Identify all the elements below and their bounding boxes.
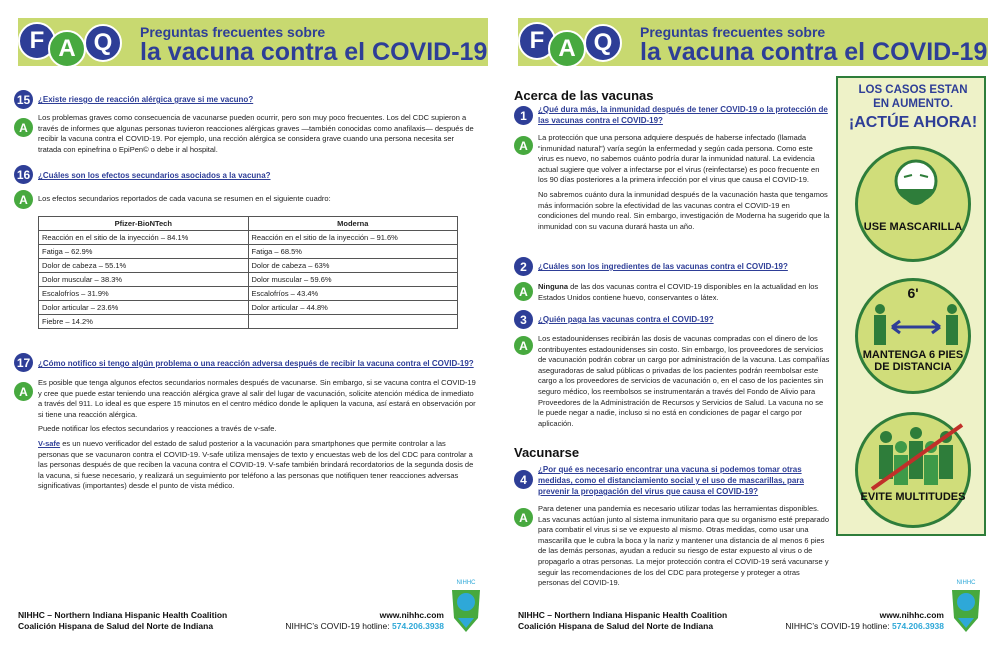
sidebar-heading-line3: ¡ACTÚE AHORA! bbox=[848, 114, 978, 131]
table-cell: Reacción en el sitio de la inyección – 91.6% bbox=[248, 231, 458, 245]
question-3[interactable]: ¿Quién paga las vacunas contra el COVID-19? bbox=[538, 315, 714, 324]
section-heading-vaccinate: Vacunarse bbox=[514, 445, 580, 460]
answer-text: de las dos vacunas contra el COVID-19 disponibles en la actualidad en los Estados Unidos contiene huevo, conservantes o látex. bbox=[538, 282, 819, 302]
question-17[interactable]: ¿Cómo notifico si tengo algún problema o una reacción adversa después de recibir la vacuna contra el COVID-19? bbox=[38, 359, 474, 368]
table-cell: Dolor articular – 23.6% bbox=[39, 301, 249, 315]
distance-circle bbox=[855, 278, 971, 394]
hotline-number[interactable]: 574.206.3938 bbox=[892, 621, 944, 631]
vsafe-link[interactable]: V-safe bbox=[38, 438, 61, 448]
question-2[interactable]: ¿Cuáles son los ingredientes de las vacunas contra el COVID-19? bbox=[538, 262, 788, 271]
crowd-icon bbox=[866, 423, 966, 493]
footer-org-en: NIHHC – Northern Indiana Hispanic Health Coalition bbox=[18, 610, 228, 620]
section-heading-about: Acerca de las vacunas bbox=[514, 88, 654, 103]
table-row bbox=[39, 315, 458, 329]
mask-icon bbox=[886, 159, 946, 217]
question-15[interactable]: ¿Existe riesgo de reacción alérgica grave si me vacuno? bbox=[38, 95, 254, 104]
footer-org-es: Coalición Hispana de Salud del Norte de Indiana bbox=[518, 621, 714, 631]
table-row bbox=[39, 287, 458, 301]
answer-4: Para detener una pandemia es necesario utilizar todas las herramientas disponibles. Las vacunas actúan junto al sistema inmunitario para que su organismo esté preparado para combatir el virus si se ve expuesto al mismo. Otras medidas, como usar una mascarilla que le cubra la boca y la nariz y mantener una distancia de al menos 6 pies de las demás personas, ayudan a reducir su riesgo de estar expuesto al virus o de propagarlo a otras personas. La mejor protección contra el COVID-19 será vacunarse y seguir las recomendaciones de los del CDC para protegerse y proteger a otras personas del COVID-19. bbox=[538, 504, 830, 588]
answer-bubble: A bbox=[514, 508, 533, 527]
answer-3: Los estadounidenses recibirán las dosis de vacunas compradas con el dinero de los contribuyentes estadounidenses sin costo. Sin embargo, los proveedores de servicios de vacunación podrán cobrar un cargo por administración de la vacuna. Las compañías aseguradoras de salud públicas o privadas de los pacientes podrán reembolsar este cargo a los proveedores de servicios de vacunación o, en el caso de los pacientes sin seguro médico, los reembolsos se instrumentarán a través del Fondo de Alivio para Proveedores de la Administración de Recursos y Servicios de Salud. La vacuna no se le puede negar a nadie, incluso si no está en condiciones de pagar el cargo por aplicación. bbox=[538, 334, 830, 428]
table-cell: Dolor de cabeza – 55.1% bbox=[39, 259, 249, 273]
header-title: la vacuna contra el COVID-19 bbox=[640, 38, 988, 66]
answer-bubble: A bbox=[14, 382, 33, 401]
hotline-number[interactable]: 574.206.3938 bbox=[392, 621, 444, 631]
table-row bbox=[39, 301, 458, 315]
question-number: 2 bbox=[514, 257, 533, 276]
table-row bbox=[39, 245, 458, 259]
answer-paragraph: Es posible que tenga algunos efectos secundarios normales después de vacunarse. Sin embargo, si se vacuna contra el COVID-19 y cree que puede estar teniendo una reacción alérgica grave al salir del lugar de vacunación, solicite atención médica de inmediato a través del 911. Lo ideal es que espere 15 minutos en el centro médico donde le apliquen la vacuna, así estará en observación por si tiene una reacción alérgica. bbox=[38, 378, 476, 419]
question-number: 15 bbox=[14, 90, 33, 109]
faq-q-bubble: Q bbox=[84, 24, 122, 62]
footer-contact bbox=[285, 610, 444, 632]
mask-circle bbox=[855, 146, 971, 262]
table-cell bbox=[248, 315, 458, 329]
answer-1 bbox=[538, 133, 830, 236]
footer-hotline bbox=[285, 621, 444, 632]
answer-15: Los problemas graves como consecuencia de vacunarse pueden ocurrir, pero son muy poco frecuentes. Los del CDC supieron a través de informes que algunas personas tuvieron reacciones alérgicas graves —también conocidas como anafilaxis— después de recibir la vacuna contra el COVID-19. Por ejemplo, una rección alérgica se considera grave cuando una persona necesita ser tratada con epinefrina o EpiPen© o debe ir al hospital. bbox=[38, 113, 474, 154]
table-row bbox=[39, 273, 458, 287]
table-cell: Dolor de cabeza – 63% bbox=[248, 259, 458, 273]
table-cell: Dolor muscular – 38.3% bbox=[39, 273, 249, 287]
answer-paragraph: No sabremos cuánto dura la inmunidad después de la vacunación hasta que tengamos más información sobre la efectividad de las vacunas contra el COVID-19 en condiciones del mundo real. Sin embargo, investigación de Moderna ha sugerido que la inmunidad con su vacuna durará hasta un año. bbox=[538, 189, 830, 231]
hotline-label: NIHHC’s COVID-19 hotline: bbox=[785, 621, 892, 631]
faq-a-bubble: A bbox=[48, 30, 86, 68]
table-cell: Fiebre – 14.2% bbox=[39, 315, 249, 329]
footer-org-es: Coalición Hispana de Salud del Norte de Indiana bbox=[18, 621, 214, 631]
question-number: 17 bbox=[14, 353, 33, 372]
answer-paragraph: La protección que una persona adquiere después de haberse infectado (llamada “inmunidad natural”) varía según la enfermedad y según cada persona. Como este virus es nuevo, no sabemos cuánto podría durar la inmunidad natural. La evidencia actual sugiere que volver a infectarse por el virus (reinfectarse) es poco frecuente en los 90 días posteriores a la primera infección por el virus que causa el COVID-19. bbox=[538, 133, 820, 185]
faq-f-bubble: F bbox=[18, 22, 56, 60]
distance-label: MANTENGA 6 PIES DE DISTANCIA bbox=[862, 349, 964, 373]
table-row bbox=[39, 231, 458, 245]
question-4[interactable]: ¿Por qué es necesario encontrar una vacuna si podemos tomar otras medidas, como el distanciamiento social y el uso de mascarillas, para prevenir la propagación del virus que causa el COVID-19? bbox=[538, 465, 804, 496]
footer-org-en: NIHHC – Northern Indiana Hispanic Health Coalition bbox=[518, 610, 728, 620]
footer-org bbox=[18, 610, 227, 632]
distance-feet: 6' bbox=[907, 285, 919, 301]
table-cell: Escalofríos – 31.9% bbox=[39, 287, 249, 301]
faq-a-bubble: A bbox=[548, 30, 586, 68]
footer-url[interactable]: www.nihhc.com bbox=[879, 610, 944, 620]
table-cell: Fatiga – 62.9% bbox=[39, 245, 249, 259]
table-cell: Fatiga – 68.5% bbox=[248, 245, 458, 259]
faq-f-bubble: F bbox=[518, 22, 556, 60]
distance-icon bbox=[868, 303, 964, 347]
header-title: la vacuna contra el COVID-19 bbox=[140, 38, 488, 66]
vsafe-text: es un nuevo verificador del estado de salud posterior a la vacunación para smartphones que permite controlar a las personas que se vacunaron contra el COVID-19. V-safe utiliza mensajes de texto y encuestas web de los del CDC para controlar a las personas después de que reciben la vacuna contra el COVID-19. V-safe también brindará recordatorios de la segunda dosis de la vacuna, si fuese necesario, y realizará un seguimiento por teléfono a las personas que notifiquen tener reacciones adversas significativas (importantes) desde el punto de vista médico. bbox=[38, 438, 474, 491]
logo-text: NIHHC bbox=[956, 580, 976, 586]
question-number: 4 bbox=[514, 470, 533, 489]
question-16[interactable]: ¿Cuáles son los efectos secundarios asociados a la vacuna? bbox=[38, 171, 271, 180]
footer-url[interactable]: www.nihhc.com bbox=[379, 610, 444, 620]
question-number: 1 bbox=[514, 106, 533, 125]
answer-paragraph bbox=[38, 439, 478, 492]
footer-contact bbox=[785, 610, 944, 632]
question-number: 16 bbox=[14, 165, 33, 184]
mask-label: USE MASCARILLA bbox=[863, 221, 963, 233]
side-effects-table bbox=[38, 216, 458, 329]
table-cell: Dolor articular – 44.8% bbox=[248, 301, 458, 315]
nihhc-logo bbox=[946, 578, 986, 636]
answer-17 bbox=[38, 378, 478, 496]
sidebar-heading-line1: LOS CASOS ESTAN bbox=[858, 84, 968, 96]
answer-bubble: A bbox=[14, 118, 33, 137]
answer-bubble: A bbox=[514, 282, 533, 301]
footer-hotline bbox=[785, 621, 944, 632]
question-number: 3 bbox=[514, 310, 533, 329]
faq-q-bubble: Q bbox=[584, 24, 622, 62]
footer-org bbox=[518, 610, 727, 632]
table-cell: Reacción en el sitio de la inyección – 84.1% bbox=[39, 231, 249, 245]
question-1[interactable]: ¿Qué dura más, la inmunidad después de tener COVID-19 o la protección de las vacunas contra el COVID-19? bbox=[538, 105, 828, 125]
header-subtitle: Preguntas frecuentes sobre bbox=[640, 24, 826, 40]
nihhc-logo bbox=[446, 578, 486, 636]
table-header-pfizer: Pfizer-BioNTech bbox=[39, 217, 249, 231]
answer-bubble: A bbox=[514, 136, 533, 155]
header-subtitle: Preguntas frecuentes sobre bbox=[140, 24, 326, 40]
crowds-circle bbox=[855, 412, 971, 528]
hotline-label: NIHHC’s COVID-19 hotline: bbox=[285, 621, 392, 631]
answer-2 bbox=[538, 282, 830, 303]
answer-16: Los efectos secundarios reportados de cada vacuna se resumen en el siguiente cuadro: bbox=[38, 194, 331, 203]
table-header-moderna: Moderna bbox=[248, 217, 458, 231]
answer-paragraph: Puede notificar los efectos secundarios y reacciones a través de v-safe. bbox=[38, 424, 277, 434]
table-row bbox=[39, 259, 458, 273]
logo-text: NIHHC bbox=[456, 580, 476, 586]
act-now-sidebar bbox=[836, 76, 986, 536]
answer-bubble: A bbox=[14, 190, 33, 209]
table-cell: Dolor muscular – 59.6% bbox=[248, 273, 458, 287]
answer-bubble: A bbox=[514, 336, 533, 355]
right-page bbox=[500, 0, 1000, 647]
sidebar-heading-line2: EN AUMENTO. bbox=[873, 98, 953, 110]
table-cell: Escalofríos – 43.4% bbox=[248, 287, 458, 301]
table-header-row bbox=[39, 217, 458, 231]
crowds-label: EVITE MULTITUDES bbox=[860, 491, 966, 503]
answer-bold: Ninguna bbox=[538, 282, 568, 291]
